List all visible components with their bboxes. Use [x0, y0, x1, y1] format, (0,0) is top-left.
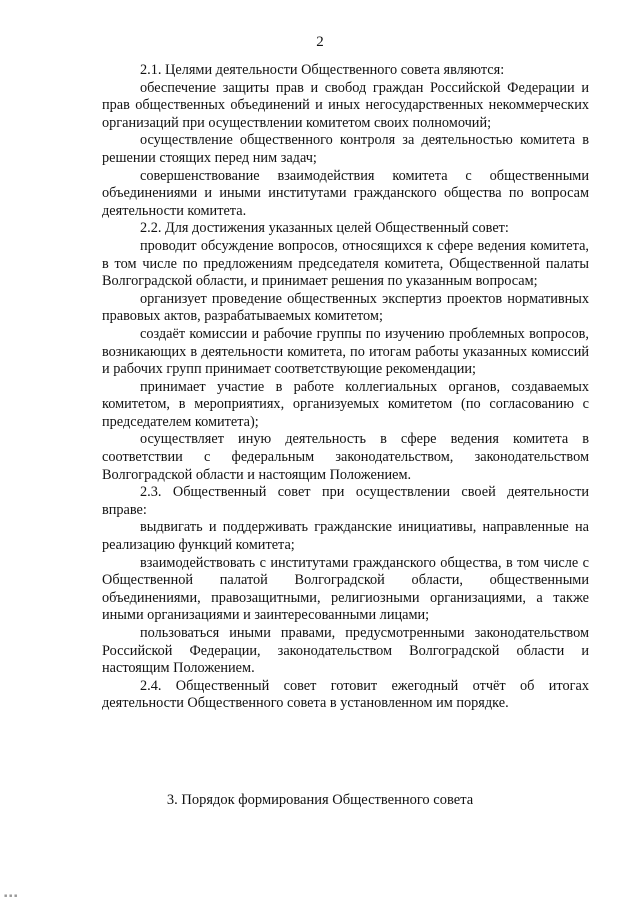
paragraph-2-2-item-4: принимает участие в работе коллегиальных органов, создаваемых комитетом, в мероприятиях, организуемых комитетом (по согласованию с председателем комитета);: [102, 378, 589, 430]
paragraph-2-3-item-2: взаимодействовать с институтами гражданского общества, в том числе с Общественной палатой Волгоградской области, общественными объединениями, правозащитными, религиозными организациями, а также иными организациями и заинтересованными лицами;: [102, 554, 589, 624]
paragraph-2-1-item-3: совершенствование взаимодействия комитета с общественными объединениями и иными институтами гражданского общества по вопросам деятельности комитета.: [102, 167, 589, 219]
page-number: 2: [316, 34, 324, 50]
paragraph-2-4: 2.4. Общественный совет готовит ежегодный отчёт об итогах деятельности Общественного совета в установленном им порядке.: [102, 677, 589, 712]
paragraph-2-2-item-3: создаёт комиссии и рабочие группы по изучению проблемных вопросов, возникающих в деятельности комитета, по итогам работы указанных комиссий и рабочих групп принимает соответствующие рекомендации;: [102, 325, 589, 378]
paragraph-2-2-item-5: осуществляет иную деятельность в сфере ведения комитета в соответствии с федеральным законодательством, законодательством Волгоградской области и настоящим Положением.: [102, 431, 589, 483]
paragraph-2-2-item-2: организует проведение общественных экспертиз проектов нормативных правовых актов, разрабатываемых комитетом;: [102, 290, 589, 325]
paragraph-2-2-item-1: проводит обсуждение вопросов, относящихся к сфере ведения комитета, в том числе по предложениям председателя комитета, Общественной палаты Волгоградской области, и принимает решения по указанным вопросам;: [102, 237, 589, 290]
paragraph-2-3-item-3: пользоваться иными правами, предусмотренными законодательством Российской Федерации, законодательством Волгоградской области и настоящим Положением.: [102, 625, 589, 677]
paragraph-2-2: 2.2. Для достижения указанных целей Общественный совет:: [140, 220, 509, 237]
document-body: [102, 62, 589, 713]
paragraph-2-1: 2.1. Целями деятельности Общественного совета являются:: [140, 62, 505, 78]
section-heading: 3. Порядок формирования Общественного совета: [166, 792, 474, 808]
paragraph-2-1-item-1: обеспечение защиты прав и свобод граждан Российской Федерации и прав общественных объединений и иных негосударственных некоммерческих организаций при осуществлении комитетом своих полномочий;: [102, 79, 589, 131]
paragraph-2-1-item-2: осуществление общественного контроля за деятельностью комитета в решении стоящих перед ним задач;: [102, 132, 589, 166]
scan-corner-mark: ▪ ▪ ▪: [4, 893, 18, 899]
paragraph-2-3: 2.3. Общественный совет при осуществлении своей деятельности вправе:: [102, 484, 589, 518]
paragraph-2-3-item-1: выдвигать и поддерживать гражданские инициативы, направленные на реализацию функций комитета;: [102, 519, 589, 554]
